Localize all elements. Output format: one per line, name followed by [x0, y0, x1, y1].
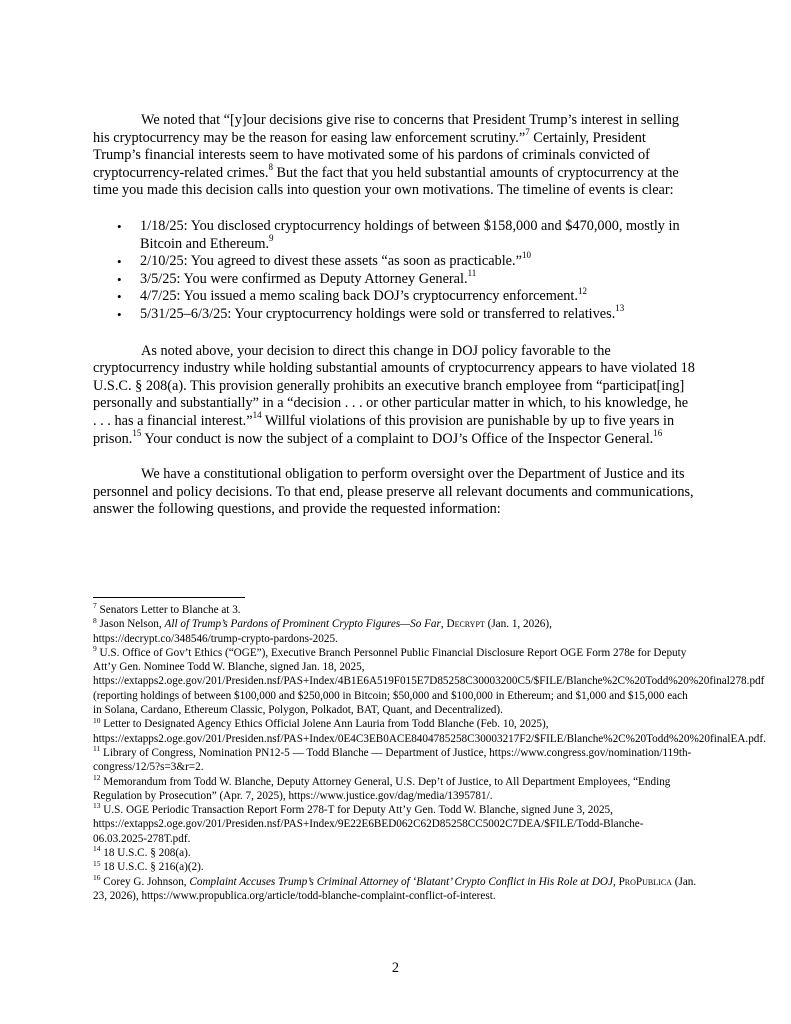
footnote-13: $^{13}$ U.S. OGE Periodic Transaction Report Form 278-T for Deputy Att’y Gen. Todd W. Blanche, signed June 3, 2025, https://extapps2.oge.gov/201/Presiden.nsf/PAS+Index/9E22E6BED062C62D85258CC5002C7DEA/$FILE/Todd-Blanche-06.03.2025-278T.pdf. [93, 801, 644, 845]
footnote-10: $^{10}$ Letter to Designated Agency Ethics Official Jolene Ann Lauria from Todd Blanche (Feb. 10, 2025), https://extapps2.oge.gov/201/Presiden.nsf/PAS+Index/0E4C3EB0ACE8404785258C30003217F2/$FILE/Blanche%2C%20Todd%20%20finalEA.pdf. [93, 715, 766, 745]
bullet-icon: • [117, 218, 122, 234]
list-item: • 4/7/25: You issued a memo scaling back DOJ’s cryptocurrency enforcement.$^{12}$ [117, 285, 587, 305]
publication-name: ProPublica [618, 875, 672, 888]
paragraph-statutory-violation: As noted above, your decision to direct this change in DOJ policy favorable to the cryptocurrency industry while holding substantial amounts of cryptocurrency appears to have violated 18 U.S.C. § 208(a). This provision generally prohibits an executive branch employee from “participat[ing] personally and substantially” in a “decision . . . or other particular matter in which, to his knowledge, he . . . has a financial interest.”$^{14}$ Willful violations of this provision are punishable by up to five years in prison.$^{15}$ Your conduct is now the subject of a complaint to DOJ’s Office of the Inspector General.$^{16}$ [93, 342, 695, 447]
article-title: Complaint Accuses Trump’s Criminal Attorney of ‘Blatant’ Crypto Conflict in His Role at DOJ [189, 875, 613, 888]
bullet-icon: • [117, 271, 122, 287]
page-number: 2 [391, 960, 400, 976]
footnote-7: $^7$ Senators Letter to Blanche at 3. [93, 601, 241, 616]
footnote-16: $^{16}$ Corey G. Johnson, Complaint Accuses Trump’s Criminal Attorney of ‘Blatant’ Crypto Conflict in His Role at DOJ, ProPublica (Jan. 23, 2026), https://www.propublica.org/article/todd-blanche-complaint-conflict-of-interest. [93, 872, 697, 902]
list-item: • 2/10/25: You agreed to divest these assets “as soon as practicable.”$^{10}$ [117, 250, 531, 270]
footnote-12: $^{12}$ Memorandum from Todd W. Blanche, Deputy Attorney General, U.S. Dep’t of Justice, to All Department Employees, “Ending Regulation by Prosecution” (Apr. 7, 2025), https://www.justice.gov/dag/media/1395781/. [93, 772, 671, 802]
letter-body [93, 112, 695, 537]
list-item: • 5/31/25–6/3/25: Your cryptocurrency holdings were sold or transferred to relatives.$^{13}$ [117, 303, 625, 322]
footnote-ref-12[interactable]: 12 [577, 285, 587, 296]
list-item: • 3/5/25: You were confirmed as Deputy Attorney General.$^{11}$ [117, 267, 477, 287]
footnote-ref-9[interactable]: 9 [269, 232, 274, 243]
footnote-8: $^8$ Jason Nelson, All of Trump’s Pardons of Prominent Crypto Figures—So Far, Decrypt (Jan. 1, 2026), https://decrypt.co/348546/trump-crypto-pardons-2025. [93, 615, 552, 645]
footnote-14: $^{14}$ 18 U.S.C. § 208(a). [93, 844, 191, 860]
list-item: • 1/18/25: You disclosed cryptocurrency holdings of between $158,000 and $470,000, mostly in Bitcoin and Ethereum.$^9$ [117, 217, 680, 252]
bullet-icon: • [117, 306, 122, 322]
footnote-ref-7[interactable]: 7 [525, 126, 530, 137]
footnote-ref-8[interactable]: 8 [268, 162, 273, 173]
publication-name: Decrypt [446, 618, 485, 631]
footnote-ref-13[interactable]: 13 [615, 303, 625, 314]
timeline-list [93, 218, 695, 324]
paragraph-oversight-obligation: We have a constitutional obligation to perform oversight over the Department of Justice and its personnel and policy decisions. To that end, please preserve all relevant documents and communications, answer the following questions, and provide the requested information: [93, 466, 694, 518]
footnote-ref-16[interactable]: 16 [653, 427, 663, 438]
footnote-ref-14[interactable]: 14 [252, 410, 262, 421]
bullet-icon: • [117, 289, 122, 305]
footnote-9: $^9$ U.S. Office of Gov’t Ethics (“OGE”), Executive Branch Personnel Public Financial Disclosure Report OGE Form 278e for Deputy Att’y Gen. Nominee Todd W. Blanche, signed Jan. 18, 2025, https://extapps2.oge.gov/201/Presiden.nsf/PAS+Index/4B1E6A519F015E7D85258C30003200C5/$FILE/Blanche%2C%20Todd%20%20final278.pdf (reporting holdings of between $100,000 and $250,000 in Bitcoin; $50,000 and $100,000 in Ethereum; and $1,000 and $15,000 each in Solana, Cardano, Ethereum Classic, Polygon, Polkadot, BAT, Quant, and Decentralized). [93, 644, 765, 717]
bullet-icon: • [117, 254, 122, 270]
footnotes-section [93, 601, 766, 903]
footnote-ref-15[interactable]: 15 [132, 427, 142, 438]
footnote-divider [93, 597, 245, 598]
article-title: All of Trump’s Pardons of Prominent Crypto Figures—So Far [164, 618, 441, 631]
footnote-11: $^{11}$ Library of Congress, Nomination PN12-5 — Todd Blanche — Department of Justice, https://www.congress.gov/nomination/119th-congress/12/5?s=3&r=2. [93, 744, 692, 774]
footnote-ref-11[interactable]: 11 [467, 267, 477, 278]
footnote-ref-10[interactable]: 10 [521, 250, 531, 261]
footnote-15: $^{15}$ 18 U.S.C. § 216(a)(2). [93, 858, 204, 874]
paragraph-oversight-concern: We noted that “[y]our decisions give rise to concerns that President Trump’s interest in selling his cryptocurrency may be the reason for easing law enforcement scrutiny.”$^7$ Certainly, President Trump’s financial interests seem to have motivated some of his pardons of criminals convicted of cryptocurrency-related crimes.$^8$ But the fact that you held substantial amounts of cryptocurrency at the time you made this decision calls into question your own motivations. The timeline of events is clear: [93, 112, 680, 199]
